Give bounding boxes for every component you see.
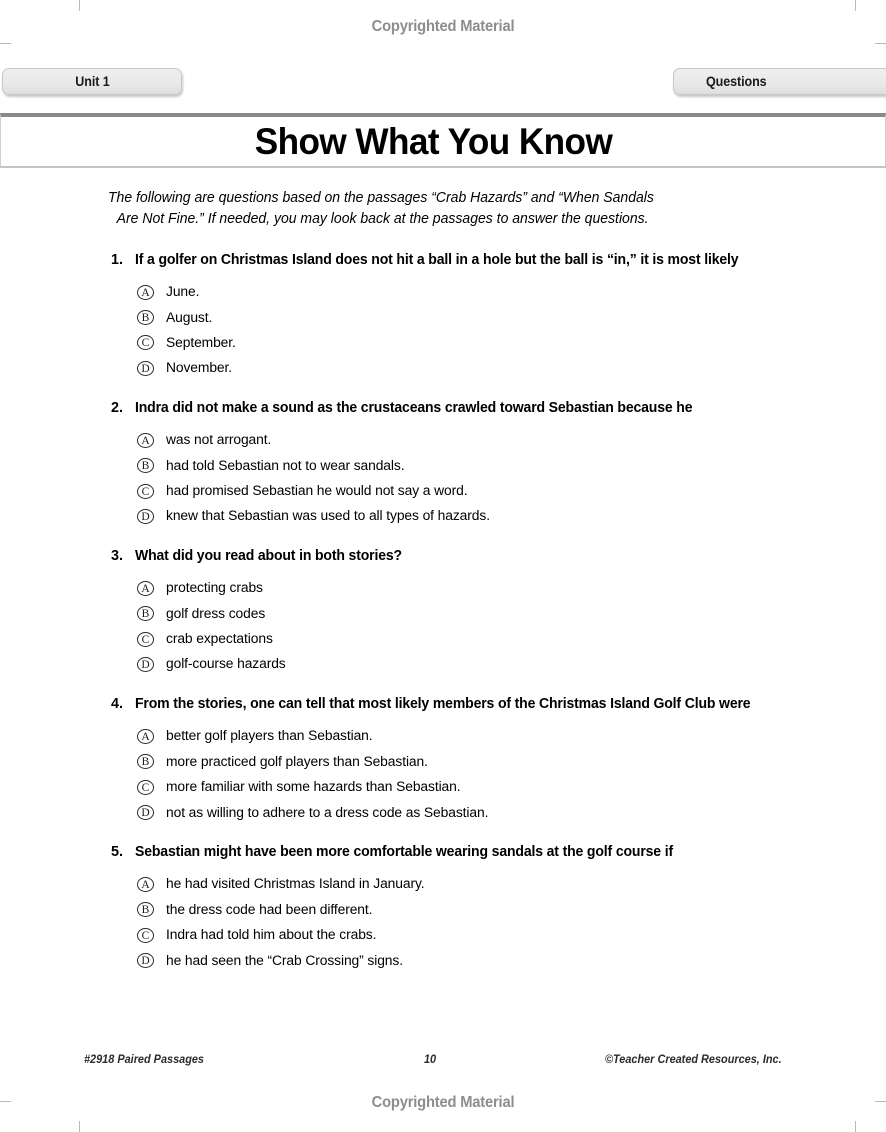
question-text: From the stories, one can tell that most likely members of the Christmas Island Golf Club were <box>135 696 751 713</box>
question-number: 4. <box>111 696 124 713</box>
answer-choice[interactable] <box>137 652 886 677</box>
answer-bubble-icon[interactable]: A <box>137 285 154 300</box>
answer-bubble-icon[interactable]: B <box>137 310 154 325</box>
crop-mark-bottom-left <box>79 1121 80 1132</box>
answer-bubble-icon[interactable]: D <box>137 657 154 672</box>
answer-bubble-icon[interactable]: D <box>137 361 154 376</box>
question-block <box>0 398 886 529</box>
answer-choice-text: not as willing to adhere to a dress code as Sebastian. <box>166 804 489 821</box>
answer-bubble-icon[interactable]: B <box>137 754 154 769</box>
instructions-line-2: Are Not Fine.” If needed, you may look back at the passages to answer the questions. <box>116 211 649 227</box>
instructions <box>108 188 742 230</box>
question-text: What did you read about in both stories? <box>135 548 402 565</box>
crop-mark-left-top <box>0 43 11 44</box>
instructions-line-1: The following are questions based on the passages “Crab Hazards” and “When Sandals <box>108 190 654 206</box>
answer-choice-text: Indra had told him about the crabs. <box>166 927 377 944</box>
answer-choice[interactable] <box>137 724 886 749</box>
tab-unit[interactable] <box>2 68 182 95</box>
answer-choice[interactable] <box>137 305 886 330</box>
crop-mark-left-bottom <box>0 1101 11 1102</box>
footer-page-number: 10 <box>424 1053 437 1066</box>
answer-choice[interactable] <box>137 872 886 897</box>
answer-bubble-icon[interactable]: D <box>137 509 154 524</box>
question-text: If a golfer on Christmas Island does not hit a ball in a hole but the ball is “in,” it is most likely <box>135 252 739 268</box>
question-stem <box>0 694 886 715</box>
answer-bubble-icon[interactable]: B <box>137 458 154 473</box>
question-block <box>0 842 886 973</box>
answer-bubble-icon[interactable]: C <box>137 484 154 499</box>
answer-choice-list <box>0 428 886 530</box>
question-block <box>0 250 886 381</box>
tab-questions[interactable] <box>673 68 886 95</box>
answer-choice-list <box>0 872 886 974</box>
crop-mark-top-right <box>855 0 856 11</box>
answer-bubble-icon[interactable]: C <box>137 632 154 647</box>
answer-bubble-icon[interactable]: C <box>137 780 154 795</box>
answer-choice-text: more practiced golf players than Sebastian. <box>166 753 428 770</box>
answer-choice-text: September. <box>166 334 236 351</box>
copyright-watermark-bottom: Copyrighted Material <box>371 1094 515 1111</box>
answer-choice-text: August. <box>166 309 213 326</box>
question-number: 5. <box>111 844 124 861</box>
question-text: Sebastian might have been more comfortable wearing sandals at the golf course if <box>135 844 673 861</box>
answer-choice[interactable] <box>137 948 886 973</box>
answer-choice[interactable] <box>137 923 886 948</box>
answer-choice[interactable] <box>137 330 886 355</box>
question-stem <box>0 398 886 419</box>
question-number: 2. <box>111 400 124 417</box>
answer-choice-text: more familiar with some hazards than Sebastian. <box>166 779 461 796</box>
answer-choice-text: golf-course hazards <box>166 656 286 673</box>
question-stem <box>0 546 886 567</box>
answer-choice[interactable] <box>137 428 886 453</box>
answer-bubble-icon[interactable]: D <box>137 805 154 820</box>
footer-copyright: ©Teacher Created Resources, Inc. <box>605 1053 782 1066</box>
answer-choice-list <box>0 724 886 826</box>
answer-bubble-icon[interactable]: A <box>137 877 154 892</box>
crop-mark-right-top <box>875 43 886 44</box>
answer-choice[interactable] <box>137 601 886 626</box>
answer-choice-text: he had visited Christmas Island in January. <box>166 876 425 893</box>
answer-bubble-icon[interactable]: C <box>137 928 154 943</box>
answer-bubble-icon[interactable]: D <box>137 953 154 968</box>
answer-choice-list <box>0 280 886 382</box>
copyright-watermark-top: Copyrighted Material <box>371 18 515 35</box>
answer-choice-text: had promised Sebastian he would not say a word. <box>166 483 468 500</box>
answer-choice[interactable] <box>137 626 886 651</box>
answer-choice-text: was not arrogant. <box>166 432 272 449</box>
answer-choice-text: golf dress codes <box>166 605 266 622</box>
answer-choice-list <box>0 576 886 678</box>
question-number: 3. <box>111 548 124 565</box>
page-title: Show What You Know <box>254 120 613 162</box>
answer-bubble-icon[interactable]: C <box>137 335 154 350</box>
answer-choice[interactable] <box>137 749 886 774</box>
tab-unit-label: Unit 1 <box>74 74 110 89</box>
question-list <box>0 250 886 990</box>
answer-choice[interactable] <box>137 478 886 503</box>
answer-bubble-icon[interactable]: A <box>137 729 154 744</box>
answer-choice[interactable] <box>137 453 886 478</box>
footer-product-code: #2918 Paired Passages <box>84 1053 204 1066</box>
answer-choice-text: knew that Sebastian was used to all types of hazards. <box>166 508 490 525</box>
answer-choice[interactable] <box>137 280 886 305</box>
question-stem <box>0 250 886 271</box>
answer-choice-text: June. <box>166 284 200 301</box>
question-text: Indra did not make a sound as the crustaceans crawled toward Sebastian because he <box>135 400 693 417</box>
tab-questions-label: Questions <box>706 74 767 89</box>
answer-choice-text: had told Sebastian not to wear sandals. <box>166 457 405 474</box>
answer-bubble-icon[interactable]: A <box>137 433 154 448</box>
title-banner <box>0 113 886 168</box>
answer-choice[interactable] <box>137 576 886 601</box>
answer-choice[interactable] <box>137 774 886 799</box>
answer-choice[interactable] <box>137 504 886 529</box>
page-footer <box>84 1053 784 1069</box>
answer-bubble-icon[interactable]: B <box>137 902 154 917</box>
question-block <box>0 694 886 825</box>
question-stem <box>0 842 886 863</box>
answer-choice-text: he had seen the “Crab Crossing” signs. <box>166 952 403 969</box>
answer-choice[interactable] <box>137 356 886 381</box>
crop-mark-right-bottom <box>875 1101 886 1102</box>
answer-choice-text: the dress code had been different. <box>166 901 373 918</box>
answer-choice[interactable] <box>137 897 886 922</box>
crop-mark-top-left <box>79 0 80 11</box>
question-block <box>0 546 886 677</box>
answer-choice-text: November. <box>166 360 233 377</box>
answer-choice-text: crab expectations <box>166 631 273 648</box>
answer-choice-text: better golf players than Sebastian. <box>166 728 373 745</box>
answer-bubble-icon[interactable]: A <box>137 581 154 596</box>
answer-bubble-icon[interactable]: B <box>137 606 154 621</box>
answer-choice[interactable] <box>137 800 886 825</box>
crop-mark-bottom-right <box>855 1121 856 1132</box>
answer-choice-text: protecting crabs <box>166 580 263 597</box>
question-number: 1. <box>111 252 124 268</box>
